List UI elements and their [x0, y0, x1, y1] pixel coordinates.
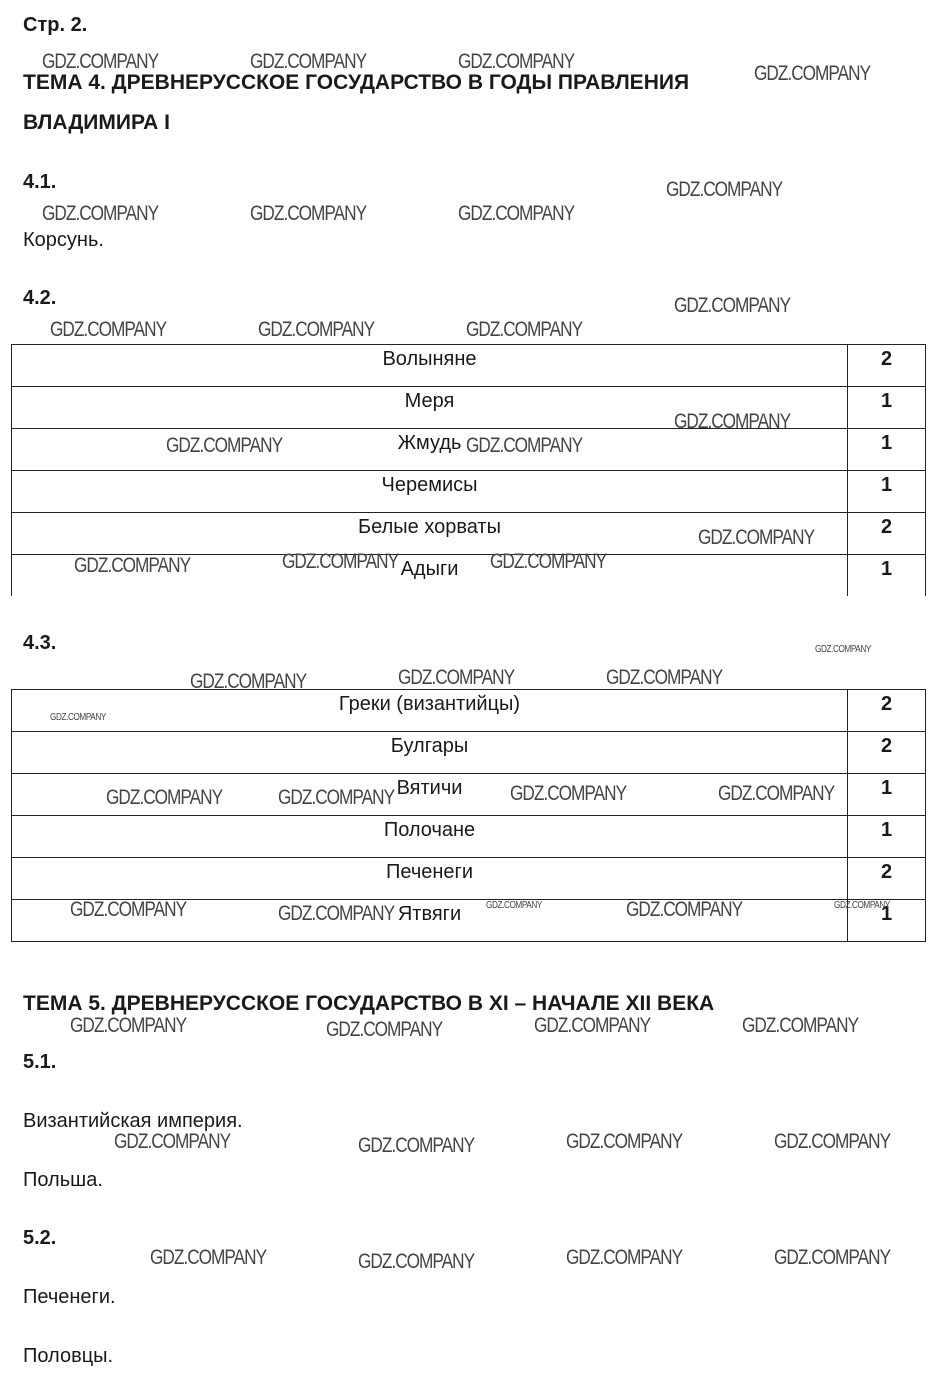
watermark-text: GDZ.COMPANY [250, 50, 367, 73]
watermark-text: GDZ.COMPANY [258, 318, 375, 341]
table-cell-name: Полочане [12, 816, 848, 858]
table-cell-value: 1 [848, 387, 926, 429]
table-cell-name: Булгары [12, 732, 848, 774]
table-cell-name: Вятичи [12, 774, 848, 816]
watermark-text: GDZ.COMPANY [278, 902, 395, 925]
task-5-2-answer-1: Печенеги. [23, 1286, 116, 1308]
task-5-1-answer-1: Византийская империя. [23, 1110, 243, 1132]
task-5-1-answer-2: Польша. [23, 1169, 103, 1191]
watermark-text: GDZ.COMPANY [815, 644, 871, 655]
watermark-text: GDZ.COMPANY [326, 1018, 443, 1041]
watermark-text: GDZ.COMPANY [50, 712, 106, 723]
topic5-title: ТЕМА 5. ДРЕВНЕРУССКОЕ ГОСУДАРСТВО В XI – НАЧАЛЕ XII ВЕКА [23, 992, 715, 1015]
watermark-text: GDZ.COMPANY [278, 786, 395, 809]
watermark-text: GDZ.COMPANY [114, 1130, 231, 1153]
watermark-text: GDZ.COMPANY [50, 318, 167, 341]
topic4-title-line2: ВЛАДИМИРА I [23, 111, 170, 134]
table-cell-value: 1 [848, 900, 926, 942]
watermark-text: GDZ.COMPANY [398, 666, 515, 689]
watermark-text: GDZ.COMPANY [150, 1246, 267, 1269]
table-cell-name: Печенеги [12, 858, 848, 900]
watermark-text: GDZ.COMPANY [698, 526, 815, 549]
watermark-text: GDZ.COMPANY [466, 318, 583, 341]
watermark-text: GDZ.COMPANY [774, 1246, 891, 1269]
watermark-text: GDZ.COMPANY [742, 1014, 859, 1037]
table-cell-value: 1 [848, 471, 926, 513]
watermark-text: GDZ.COMPANY [166, 434, 283, 457]
watermark-text: GDZ.COMPANY [358, 1250, 475, 1273]
watermark-text: GDZ.COMPANY [626, 898, 743, 921]
watermark-text: GDZ.COMPANY [566, 1246, 683, 1269]
watermark-text: GDZ.COMPANY [466, 434, 583, 457]
watermark-text: GDZ.COMPANY [774, 1130, 891, 1153]
watermark-text: GDZ.COMPANY [834, 900, 890, 911]
watermark-text: GDZ.COMPANY [490, 550, 607, 573]
table-row [12, 816, 926, 858]
task-5-1-label: 5.1. [23, 1051, 57, 1073]
watermark-text: GDZ.COMPANY [674, 294, 791, 317]
table-cell-name: Греки (византийцы) [12, 690, 848, 732]
watermark-text: GDZ.COMPANY [70, 1014, 187, 1037]
table-row [12, 345, 926, 387]
task-4-2-label: 4.2. [23, 287, 57, 309]
table-cell-name: Меря [12, 387, 848, 429]
table-cell-value: 2 [848, 858, 926, 900]
watermark-text: GDZ.COMPANY [566, 1130, 683, 1153]
table-row [12, 471, 926, 513]
table-cell-value: 1 [848, 774, 926, 816]
watermark-text: GDZ.COMPANY [74, 554, 191, 577]
topic4-title-line1: ТЕМА 4. ДРЕВНЕРУССКОЕ ГОСУДАРСТВО В ГОДЫ ПРАВЛЕНИЯ [23, 71, 690, 94]
watermark-text: GDZ.COMPANY [674, 410, 791, 433]
table-row [12, 732, 926, 774]
table-cell-name: Черемисы [12, 471, 848, 513]
watermark-text: GDZ.COMPANY [42, 50, 159, 73]
table-cell-name: Волыняне [12, 345, 848, 387]
table-cell-value: 2 [848, 732, 926, 774]
task-4-3-label: 4.3. [23, 632, 57, 654]
watermark-text: GDZ.COMPANY [458, 202, 575, 225]
task-5-2-answer-2: Половцы. [23, 1345, 114, 1367]
watermark-text: GDZ.COMPANY [250, 202, 367, 225]
watermark-text: GDZ.COMPANY [754, 62, 871, 85]
watermark-text: GDZ.COMPANY [42, 202, 159, 225]
table-row [12, 690, 926, 732]
table-cell-value: 2 [848, 345, 926, 387]
table-cell-value: 1 [848, 429, 926, 471]
watermark-text: GDZ.COMPANY [666, 178, 783, 201]
page-label: Стр. 2. [23, 14, 88, 36]
table-cell-name: Белые хорваты [12, 513, 848, 555]
table-cell-name: Ятвяги [12, 900, 848, 942]
watermark-text: GDZ.COMPANY [534, 1014, 651, 1037]
watermark-text: GDZ.COMPANY [510, 782, 627, 805]
watermark-text: GDZ.COMPANY [486, 900, 542, 911]
watermark-text: GDZ.COMPANY [282, 550, 399, 573]
watermark-text: GDZ.COMPANY [718, 782, 835, 805]
watermark-text: GDZ.COMPANY [190, 670, 307, 693]
table-cell-value: 1 [848, 555, 926, 597]
table-cell-value: 1 [848, 816, 926, 858]
watermark-text: GDZ.COMPANY [458, 50, 575, 73]
task-4-1-label: 4.1. [23, 171, 57, 193]
watermark-text: GDZ.COMPANY [106, 786, 223, 809]
table-cell-name: Жмудь [12, 429, 848, 471]
task-4-1-answer: Корсунь. [23, 229, 104, 251]
task-5-2-label: 5.2. [23, 1227, 57, 1249]
watermark-text: GDZ.COMPANY [70, 898, 187, 921]
watermark-text: GDZ.COMPANY [358, 1134, 475, 1157]
table-cell-value: 2 [848, 513, 926, 555]
table-cell-value: 2 [848, 690, 926, 732]
watermark-text: GDZ.COMPANY [606, 666, 723, 689]
table-row [12, 858, 926, 900]
table-cell-name: Адыги [12, 555, 848, 597]
